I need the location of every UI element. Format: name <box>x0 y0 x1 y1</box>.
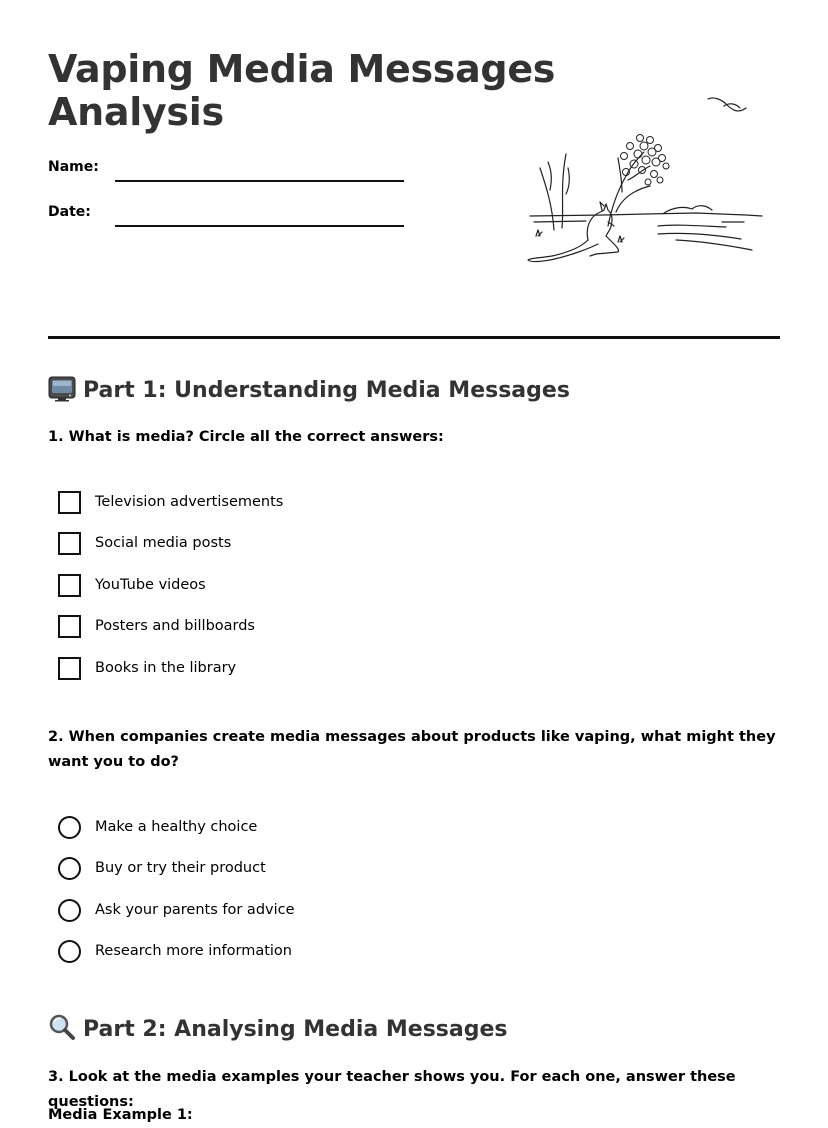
worksheet-title <box>48 48 555 134</box>
option-label: Research more information <box>95 943 292 960</box>
part2-heading-text: Part 2: Analysing Media Messages <box>83 1017 508 1042</box>
title-line-2: Analysis <box>48 90 224 134</box>
option-checkbox[interactable] <box>58 615 81 638</box>
option-label: Ask your parents for advice <box>95 901 295 918</box>
header-divider <box>48 336 780 339</box>
option-checkbox[interactable] <box>58 532 81 555</box>
option-checkbox[interactable] <box>58 491 81 514</box>
option-label: Social media posts <box>95 535 232 552</box>
name-label: Name: <box>48 159 99 175</box>
option-radio[interactable] <box>58 899 81 922</box>
magnifying-glass-icon <box>48 1013 76 1041</box>
option-label: Make a healthy choice <box>95 819 258 835</box>
name-field <box>48 155 408 185</box>
question-3: 3. Look at the media examples your teacher shows you. For each one, answer these questions: <box>48 1069 736 1110</box>
question-2: 2. When companies create media messages about products like vaping, what might they want you to do? <box>48 729 776 770</box>
part2-heading <box>48 1013 508 1045</box>
question-1: 1. What is media? Circle all the correct answers: <box>48 429 444 445</box>
name-input-line[interactable] <box>115 180 404 182</box>
option-label: Buy or try their product <box>95 860 266 877</box>
option-label: YouTube videos <box>95 576 206 593</box>
date-label: Date: <box>48 204 91 220</box>
part1-heading <box>48 374 570 406</box>
date-input-line[interactable] <box>115 225 404 227</box>
option-label: Posters and billboards <box>95 618 255 635</box>
worksheet-header <box>48 0 780 300</box>
kangaroo-outback-illustration <box>526 94 766 270</box>
option-radio[interactable] <box>58 857 81 880</box>
option-radio[interactable] <box>58 940 81 963</box>
option-label: Television advertisements <box>95 494 284 510</box>
title-line-1: Vaping Media Messages <box>48 47 556 91</box>
date-field <box>48 200 408 230</box>
option-radio[interactable] <box>58 816 81 839</box>
option-checkbox[interactable] <box>58 574 81 597</box>
television-icon <box>48 374 76 402</box>
option-label: Books in the library <box>95 659 237 676</box>
option-checkbox[interactable] <box>58 657 81 680</box>
media-example-1-label: Media Example 1: <box>48 1107 193 1123</box>
part1-heading-text: Part 1: Understanding Media Messages <box>83 378 570 403</box>
worksheet-page <box>48 0 780 1123</box>
